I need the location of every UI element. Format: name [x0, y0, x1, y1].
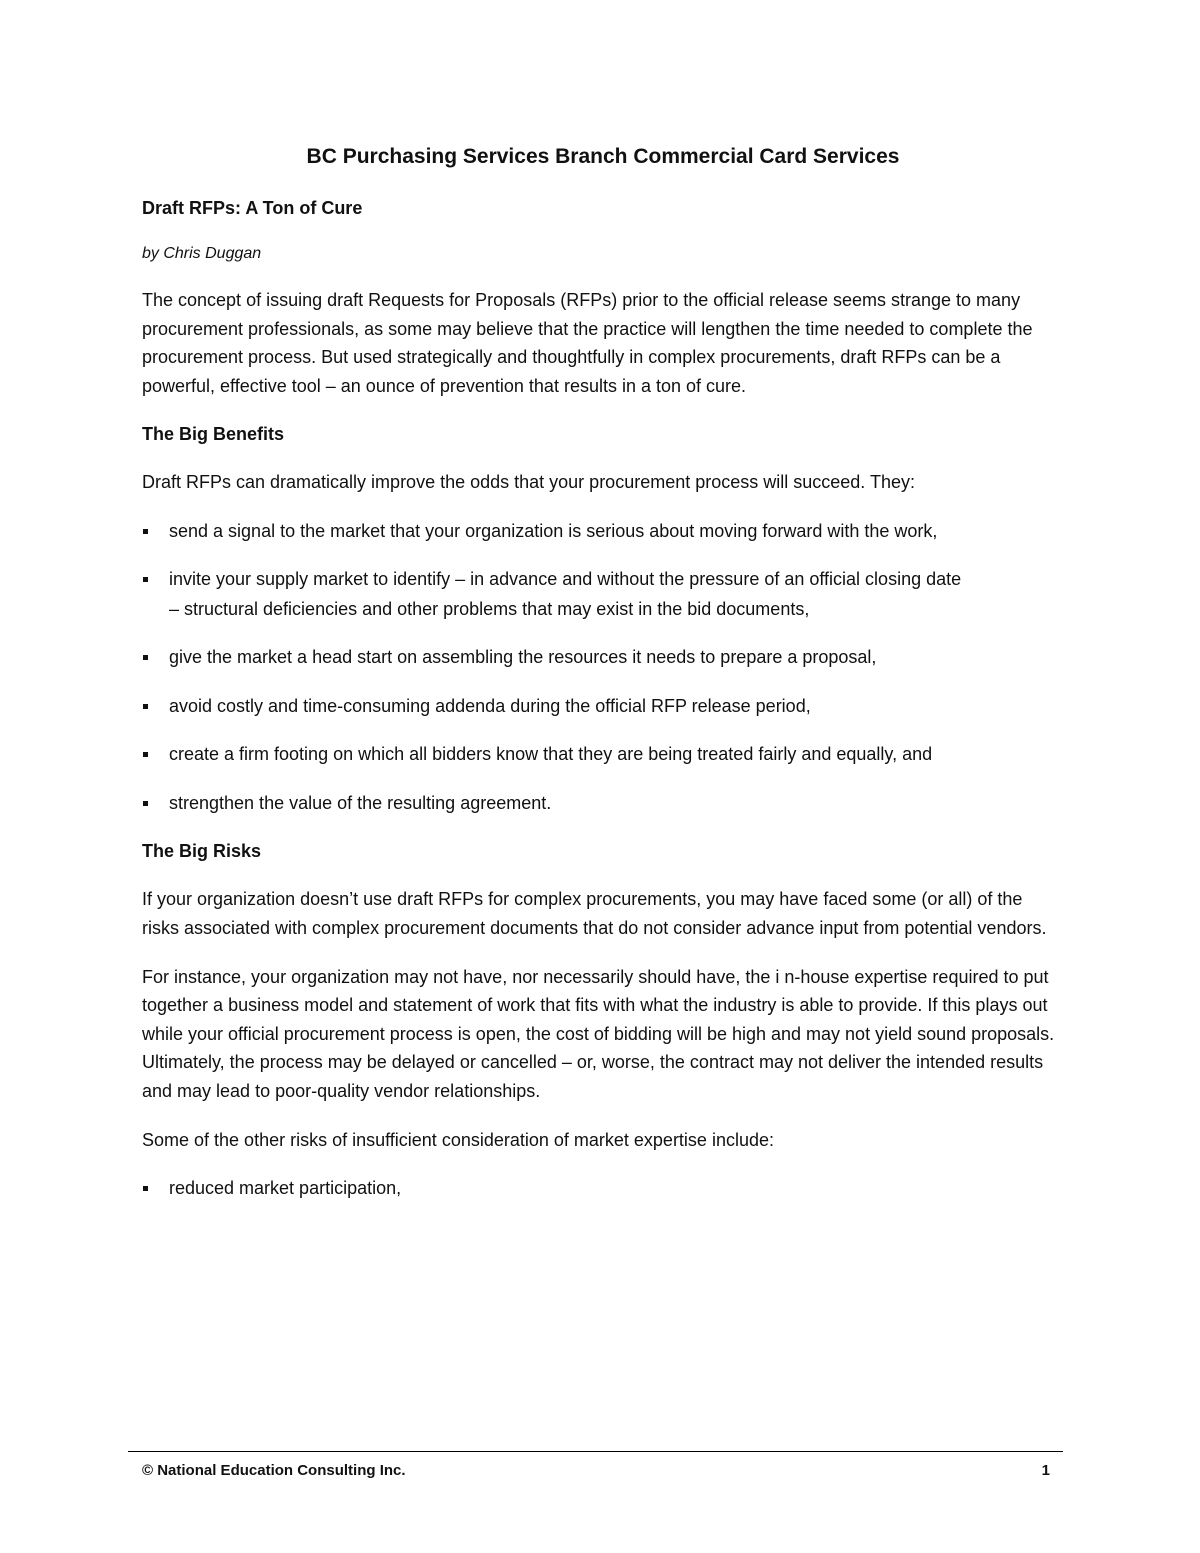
list-item-text: invite your supply market to identify – in advance and without the pressure of an official closing date	[169, 569, 962, 590]
list-item: give the market a head start on assembling the resources it needs to prepare a proposal,	[142, 643, 1064, 673]
document-body	[142, 142, 1064, 1223]
article-title: Draft RFPs: A Ton of Cure	[142, 198, 363, 218]
list-item: strengthen the value of the resulting agreement.	[142, 789, 1064, 819]
benefits-heading: The Big Benefits	[142, 424, 285, 445]
byline: by Chris Duggan	[142, 245, 262, 262]
list-item: avoid costly and time-consuming addenda during the official RFP release period,	[142, 692, 1064, 722]
footer-divider	[128, 1451, 1063, 1452]
risks-heading: The Big Risks	[142, 841, 262, 862]
benefits-lead: Draft RFPs can dramatically improve the odds that your procurement process will succeed. They:	[142, 472, 915, 493]
risks-list	[142, 1174, 1064, 1204]
list-item: reduced market participation,	[142, 1174, 1064, 1204]
risks-paragraph-2: For instance, your organization may not have, nor necessarily should have, the i n-house expertise required to put together a business model and statement of work that fits with what the industry is able to provide. If this plays out while your official procurement process is open, the cost of bidding will be high and may not yield sound proposals. Ultimately, the process may be delayed or cancelled – or, worse, the contract may not deliver the intended results and may lead to poor-quality vendor relationships.	[142, 966, 1055, 1102]
list-item	[142, 565, 1064, 624]
footer-copyright: © National Education Consulting Inc.	[142, 1462, 406, 1479]
list-item: send a signal to the market that your organization is serious about moving forward with the work,	[142, 517, 1064, 547]
intro-paragraph: The concept of issuing draft Requests for Proposals (RFPs) prior to the official release seems strange to many procurement professionals, as some may believe that the practice will lengthen the time needed to complete the procurement process. But used strategically and thoughtfully in complex procurements, draft RFPs can be a powerful, effective tool – an ounce of prevention that results in a ton of cure.	[142, 290, 1033, 396]
risks-paragraph-1: If your organization doesn’t use draft RFPs for complex procurements, you may have faced some (or all) of the risks associated with complex procurement documents that do not consider advance input from potential vendors.	[142, 889, 1047, 939]
page-number: 1	[1041, 1462, 1050, 1479]
list-item-continuation: – structural deficiencies and other problems that may exist in the bid documents,	[169, 598, 810, 619]
list-item: create a firm footing on which all bidders know that they are being treated fairly and equally, and	[142, 740, 1064, 770]
benefits-list	[142, 517, 1064, 819]
risks-paragraph-3: Some of the other risks of insufficient consideration of market expertise include:	[142, 1129, 774, 1150]
document-title: BC Purchasing Services Branch Commercial Card Services	[306, 145, 900, 168]
